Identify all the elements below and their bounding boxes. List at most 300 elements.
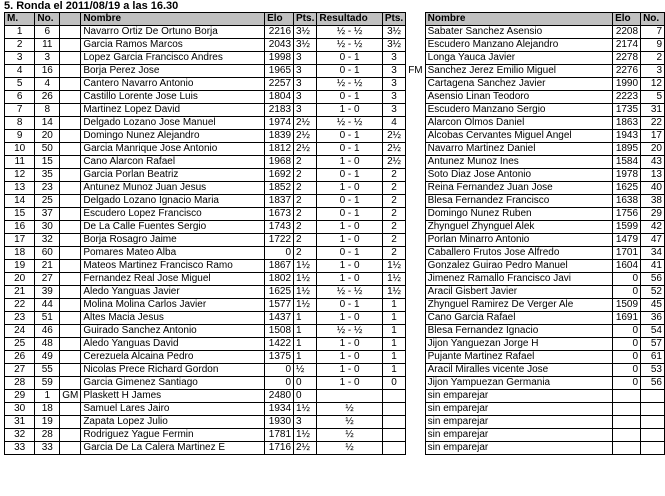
- cell-m: 6: [5, 91, 35, 104]
- cell-pts2: 1: [382, 299, 405, 312]
- cell-pts: 3: [294, 52, 317, 65]
- cell-result: ½: [317, 416, 382, 429]
- cell-no2: 22: [641, 117, 665, 130]
- cell-result: 1 - 0: [317, 156, 382, 169]
- table-row: [5, 351, 665, 364]
- cell-pts2: 2½: [382, 156, 405, 169]
- cell-no2: 53: [641, 364, 665, 377]
- cell-result: 1 - 0: [317, 338, 382, 351]
- cell-name: Martinez Lopez David: [81, 104, 265, 117]
- cell-name2: Blesa Fernandez Ignacio: [425, 325, 612, 338]
- cell-name2: Longa Yauca Javier: [425, 52, 612, 65]
- cell-no: 55: [35, 364, 60, 377]
- cell-result: 0 - 1: [317, 130, 382, 143]
- cell-pts2: 3: [382, 52, 405, 65]
- cell-name2: Reina Fernandez Juan Jose: [425, 182, 612, 195]
- header-title2: [406, 13, 425, 26]
- cell-name2: Zhynguel Zhynguel Alek: [425, 221, 612, 234]
- header-title: [60, 13, 81, 26]
- cell-result: 0 - 1: [317, 299, 382, 312]
- cell-m: 19: [5, 260, 35, 273]
- cell-title: [60, 117, 81, 130]
- cell-elo: 0: [265, 364, 294, 377]
- cell-elo: 2216: [265, 26, 294, 39]
- cell-result: 0 - 1: [317, 169, 382, 182]
- cell-title: [60, 221, 81, 234]
- cell-name2: sin emparejar: [425, 403, 612, 416]
- cell-pts2: [382, 442, 405, 455]
- round-title: 5. Ronda el 2011/08/19 a las 16.30: [4, 0, 179, 12]
- cell-m: 32: [5, 429, 35, 442]
- cell-name: Navarro Ortiz De Ortuno Borja: [81, 26, 265, 39]
- cell-pts2: 2: [382, 221, 405, 234]
- cell-result: 1 - 0: [317, 182, 382, 195]
- cell-title2: [406, 260, 425, 273]
- table-row: [5, 91, 665, 104]
- cell-pts: 3: [294, 78, 317, 91]
- cell-elo2: 0: [613, 364, 641, 377]
- cell-no: 6: [35, 26, 60, 39]
- cell-name: Plaskett H James: [81, 390, 265, 403]
- cell-name: De La Calle Fuentes Sergio: [81, 221, 265, 234]
- cell-pts: 2: [294, 156, 317, 169]
- cell-result: ½ - ½: [317, 286, 382, 299]
- cell-title2: [406, 195, 425, 208]
- cell-no: 28: [35, 429, 60, 442]
- cell-title: [60, 143, 81, 156]
- cell-elo2: 2276: [613, 65, 641, 78]
- cell-title2: [406, 377, 425, 390]
- cell-m: 1: [5, 26, 35, 39]
- cell-result: ½: [317, 442, 382, 455]
- header-name: Nombre: [81, 13, 265, 26]
- cell-m: 25: [5, 338, 35, 351]
- cell-no2: 5: [641, 91, 665, 104]
- cell-title: [60, 377, 81, 390]
- cell-name: Cerezuela Alcaina Pedro: [81, 351, 265, 364]
- cell-title: [60, 65, 81, 78]
- cell-title: [60, 208, 81, 221]
- table-row: [5, 325, 665, 338]
- cell-title2: [406, 208, 425, 221]
- cell-elo: 1839: [265, 130, 294, 143]
- cell-no2: 45: [641, 299, 665, 312]
- cell-elo: 1974: [265, 117, 294, 130]
- cell-elo2: [613, 429, 641, 442]
- cell-pts: 1: [294, 312, 317, 325]
- cell-no2: 34: [641, 247, 665, 260]
- cell-name: Samuel Lares Jairo: [81, 403, 265, 416]
- cell-elo2: 1584: [613, 156, 641, 169]
- cell-name: Aledo Yanguas Javier: [81, 286, 265, 299]
- cell-no: 44: [35, 299, 60, 312]
- cell-name2: Alarcon Olmos Daniel: [425, 117, 612, 130]
- cell-pts: 2: [294, 195, 317, 208]
- cell-m: 10: [5, 143, 35, 156]
- cell-pts: 1½: [294, 403, 317, 416]
- cell-pts2: 2: [382, 169, 405, 182]
- cell-name2: Aracil Miralles vicente Jose: [425, 364, 612, 377]
- table-row: [5, 390, 665, 403]
- cell-elo2: 1625: [613, 182, 641, 195]
- cell-title: [60, 429, 81, 442]
- cell-result: ½ - ½: [317, 325, 382, 338]
- cell-elo2: 1638: [613, 195, 641, 208]
- cell-pts2: 2½: [382, 143, 405, 156]
- cell-pts: 0: [294, 377, 317, 390]
- cell-no2: 56: [641, 377, 665, 390]
- cell-pts: 2: [294, 208, 317, 221]
- cell-result: 0 - 1: [317, 65, 382, 78]
- cell-elo2: [613, 403, 641, 416]
- cell-elo2: 0: [613, 351, 641, 364]
- cell-m: 17: [5, 234, 35, 247]
- cell-elo: 1673: [265, 208, 294, 221]
- cell-title: [60, 26, 81, 39]
- header-elo: Elo: [265, 13, 294, 26]
- cell-no2: 40: [641, 182, 665, 195]
- cell-no: 37: [35, 208, 60, 221]
- cell-name2: Cartagena Sanchez Javier: [425, 78, 612, 91]
- cell-name2: Blesa Fernandez Francisco: [425, 195, 612, 208]
- cell-name2: Jimenez Ramallo Francisco Javi: [425, 273, 612, 286]
- cell-title2: [406, 416, 425, 429]
- cell-pts2: 1: [382, 325, 405, 338]
- cell-no: 30: [35, 221, 60, 234]
- cell-name2: Alcobas Cervantes Miguel Angel: [425, 130, 612, 143]
- cell-elo: 1837: [265, 195, 294, 208]
- cell-pts2: [382, 416, 405, 429]
- cell-result: 0 - 1: [317, 91, 382, 104]
- cell-no2: 61: [641, 351, 665, 364]
- table-row: [5, 429, 665, 442]
- cell-name: Molina Molina Carlos Javier: [81, 299, 265, 312]
- cell-title: [60, 403, 81, 416]
- table-row: [5, 169, 665, 182]
- cell-elo: 1852: [265, 182, 294, 195]
- cell-no: 26: [35, 91, 60, 104]
- cell-result: 1 - 0: [317, 221, 382, 234]
- cell-result: 0 - 1: [317, 52, 382, 65]
- cell-no: 3: [35, 52, 60, 65]
- cell-pts2: 1½: [382, 273, 405, 286]
- cell-title: [60, 52, 81, 65]
- cell-no: 32: [35, 234, 60, 247]
- cell-elo2: 0: [613, 338, 641, 351]
- cell-no2: 41: [641, 260, 665, 273]
- cell-title: [60, 130, 81, 143]
- cell-pts: 3: [294, 65, 317, 78]
- cell-no: 16: [35, 65, 60, 78]
- cell-elo: 2257: [265, 78, 294, 91]
- cell-result: 0 - 1: [317, 195, 382, 208]
- cell-no2: 57: [641, 338, 665, 351]
- cell-name: Guirado Sanchez Antonio: [81, 325, 265, 338]
- cell-title: GM: [60, 390, 81, 403]
- cell-pts: 1½: [294, 273, 317, 286]
- cell-m: 7: [5, 104, 35, 117]
- header-no: No.: [35, 13, 60, 26]
- cell-elo: 1781: [265, 429, 294, 442]
- cell-elo: 1934: [265, 403, 294, 416]
- cell-elo2: 2174: [613, 39, 641, 52]
- cell-pts: 1½: [294, 299, 317, 312]
- cell-m: 24: [5, 325, 35, 338]
- cell-title: [60, 195, 81, 208]
- cell-elo: 1577: [265, 299, 294, 312]
- cell-title2: [406, 26, 425, 39]
- cell-elo: 1508: [265, 325, 294, 338]
- cell-pts2: 4: [382, 117, 405, 130]
- cell-name: Garcia Porlan Beatriz: [81, 169, 265, 182]
- cell-result: ½ - ½: [317, 78, 382, 91]
- cell-title2: [406, 325, 425, 338]
- cell-no: 50: [35, 143, 60, 156]
- cell-name: Garcia De La Calera Martinez E: [81, 442, 265, 455]
- cell-title: [60, 260, 81, 273]
- cell-m: 18: [5, 247, 35, 260]
- cell-no: 11: [35, 39, 60, 52]
- cell-pts: 1½: [294, 260, 317, 273]
- cell-pts2: 2: [382, 247, 405, 260]
- cell-no: 14: [35, 117, 60, 130]
- cell-pts2: 2: [382, 208, 405, 221]
- cell-elo2: 1599: [613, 221, 641, 234]
- cell-no2: [641, 403, 665, 416]
- cell-m: 29: [5, 390, 35, 403]
- cell-pts: 3: [294, 104, 317, 117]
- cell-pts2: [382, 403, 405, 416]
- cell-elo: 2480: [265, 390, 294, 403]
- cell-title: [60, 286, 81, 299]
- cell-pts2: 1½: [382, 286, 405, 299]
- cell-m: 26: [5, 351, 35, 364]
- cell-elo2: 2208: [613, 26, 641, 39]
- cell-elo: 2183: [265, 104, 294, 117]
- cell-result: 0 - 1: [317, 208, 382, 221]
- cell-title: [60, 182, 81, 195]
- table-row: [5, 273, 665, 286]
- cell-m: 28: [5, 377, 35, 390]
- cell-title2: [406, 273, 425, 286]
- cell-no: 46: [35, 325, 60, 338]
- cell-no: 60: [35, 247, 60, 260]
- cell-title: [60, 338, 81, 351]
- cell-elo: 1722: [265, 234, 294, 247]
- cell-name2: sin emparejar: [425, 390, 612, 403]
- cell-elo2: 2278: [613, 52, 641, 65]
- cell-pts2: [382, 429, 405, 442]
- cell-elo2: [613, 442, 641, 455]
- cell-elo: 1802: [265, 273, 294, 286]
- cell-title: [60, 351, 81, 364]
- cell-title2: [406, 247, 425, 260]
- cell-title2: [406, 104, 425, 117]
- table-row: [5, 260, 665, 273]
- cell-name2: Soto Diaz Jose Antonio: [425, 169, 612, 182]
- table-row: [5, 208, 665, 221]
- cell-pts2: 1: [382, 312, 405, 325]
- header-pts2: Pts.: [382, 13, 405, 26]
- cell-elo: 0: [265, 377, 294, 390]
- header-row: [5, 13, 665, 26]
- cell-pts2: 3½: [382, 26, 405, 39]
- cell-title: [60, 156, 81, 169]
- cell-elo2: 0: [613, 377, 641, 390]
- cell-pts: 0: [294, 390, 317, 403]
- cell-elo: 1743: [265, 221, 294, 234]
- cell-elo2: 1604: [613, 260, 641, 273]
- cell-pts2: 1: [382, 364, 405, 377]
- cell-elo: 2043: [265, 39, 294, 52]
- cell-no2: 12: [641, 78, 665, 91]
- table-row: [5, 117, 665, 130]
- table-row: [5, 39, 665, 52]
- cell-title2: [406, 169, 425, 182]
- cell-title2: [406, 234, 425, 247]
- cell-m: 27: [5, 364, 35, 377]
- cell-title: [60, 78, 81, 91]
- cell-title: [60, 234, 81, 247]
- cell-elo2: 0: [613, 286, 641, 299]
- table-row: [5, 26, 665, 39]
- cell-name: Borja Perez Jose: [81, 65, 265, 78]
- cell-title2: FM: [406, 65, 425, 78]
- cell-no: 49: [35, 351, 60, 364]
- cell-title2: [406, 403, 425, 416]
- cell-name2: Asensio Linan Teodoro: [425, 91, 612, 104]
- cell-title2: [406, 52, 425, 65]
- cell-no2: 31: [641, 104, 665, 117]
- cell-name2: Jijon Yampuezan Germania: [425, 377, 612, 390]
- table-row: [5, 416, 665, 429]
- cell-m: 11: [5, 156, 35, 169]
- cell-title: [60, 104, 81, 117]
- cell-no: 23: [35, 182, 60, 195]
- cell-result: ½ - ½: [317, 26, 382, 39]
- cell-pts: 1½: [294, 429, 317, 442]
- cell-pts2: [382, 390, 405, 403]
- table-row: [5, 377, 665, 390]
- cell-elo: 1930: [265, 416, 294, 429]
- cell-name2: Zhynguel Ramirez De Verger Ale: [425, 299, 612, 312]
- cell-elo: 1625: [265, 286, 294, 299]
- cell-pts2: 3: [382, 78, 405, 91]
- cell-pts2: 3: [382, 91, 405, 104]
- cell-no2: 52: [641, 286, 665, 299]
- cell-name2: Navarro Martinez Daniel: [425, 143, 612, 156]
- cell-name2: Cano Garcia Rafael: [425, 312, 612, 325]
- cell-title: [60, 325, 81, 338]
- table-row: [5, 143, 665, 156]
- table-row: [5, 364, 665, 377]
- cell-elo2: 1978: [613, 169, 641, 182]
- table-row: [5, 195, 665, 208]
- cell-result: ½ - ½: [317, 39, 382, 52]
- cell-elo: 1867: [265, 260, 294, 273]
- cell-name2: Domingo Nunez Ruben: [425, 208, 612, 221]
- cell-result: 1 - 0: [317, 351, 382, 364]
- cell-pts2: 3: [382, 104, 405, 117]
- cell-pts: 3: [294, 91, 317, 104]
- cell-elo: 1375: [265, 351, 294, 364]
- cell-result: 1 - 0: [317, 364, 382, 377]
- cell-pts: 2½: [294, 130, 317, 143]
- cell-elo2: 1735: [613, 104, 641, 117]
- cell-m: 20: [5, 273, 35, 286]
- cell-name: Borja Rosagro Jaime: [81, 234, 265, 247]
- cell-elo: 1692: [265, 169, 294, 182]
- cell-m: 9: [5, 130, 35, 143]
- table-row: [5, 403, 665, 416]
- header-no2: No.: [641, 13, 665, 26]
- cell-no: 35: [35, 169, 60, 182]
- cell-pts: 2½: [294, 117, 317, 130]
- cell-name: Delgado Lozano Jose Manuel: [81, 117, 265, 130]
- cell-name: Nicolas Prece Richard Gordon: [81, 364, 265, 377]
- cell-pts2: 1: [382, 338, 405, 351]
- cell-result: 1 - 0: [317, 234, 382, 247]
- cell-m: 30: [5, 403, 35, 416]
- cell-name: Zapata Lopez Julio: [81, 416, 265, 429]
- cell-result: [317, 390, 382, 403]
- cell-title2: [406, 221, 425, 234]
- cell-elo2: 1756: [613, 208, 641, 221]
- cell-elo2: 1701: [613, 247, 641, 260]
- cell-name: Domingo Nunez Alejandro: [81, 130, 265, 143]
- cell-result: ½: [317, 429, 382, 442]
- cell-elo2: 1509: [613, 299, 641, 312]
- cell-name2: Gonzalez Guirao Pedro Manuel: [425, 260, 612, 273]
- cell-name: Garcia Gimenez Santiago: [81, 377, 265, 390]
- cell-title2: [406, 182, 425, 195]
- cell-result: 1 - 0: [317, 273, 382, 286]
- cell-elo: 1812: [265, 143, 294, 156]
- cell-no: 27: [35, 273, 60, 286]
- header-pts: Pts.: [294, 13, 317, 26]
- cell-m: 8: [5, 117, 35, 130]
- cell-result: 1 - 0: [317, 104, 382, 117]
- header-m: M.: [5, 13, 35, 26]
- cell-elo: 1804: [265, 91, 294, 104]
- cell-pts: 2: [294, 247, 317, 260]
- cell-elo2: 2223: [613, 91, 641, 104]
- cell-name2: sin emparejar: [425, 416, 612, 429]
- cell-result: 1 - 0: [317, 312, 382, 325]
- cell-name2: Sabater Sanchez Asensio: [425, 26, 612, 39]
- cell-pts2: 1½: [382, 260, 405, 273]
- cell-m: 33: [5, 442, 35, 455]
- cell-pts: 2: [294, 221, 317, 234]
- cell-pts2: 2: [382, 234, 405, 247]
- cell-elo2: 1691: [613, 312, 641, 325]
- cell-m: 21: [5, 286, 35, 299]
- cell-name: Delgado Lozano Ignacio Maria: [81, 195, 265, 208]
- cell-m: 2: [5, 39, 35, 52]
- cell-elo2: 0: [613, 325, 641, 338]
- cell-name: Pomares Mateo Alba: [81, 247, 265, 260]
- cell-name2: Caballero Frutos Jose Alfredo: [425, 247, 612, 260]
- cell-title: [60, 312, 81, 325]
- cell-m: 16: [5, 221, 35, 234]
- cell-pts: 2: [294, 182, 317, 195]
- cell-title: [60, 299, 81, 312]
- cell-no: 39: [35, 286, 60, 299]
- cell-m: 31: [5, 416, 35, 429]
- cell-pts2: 2: [382, 195, 405, 208]
- table-row: [5, 182, 665, 195]
- cell-title2: [406, 39, 425, 52]
